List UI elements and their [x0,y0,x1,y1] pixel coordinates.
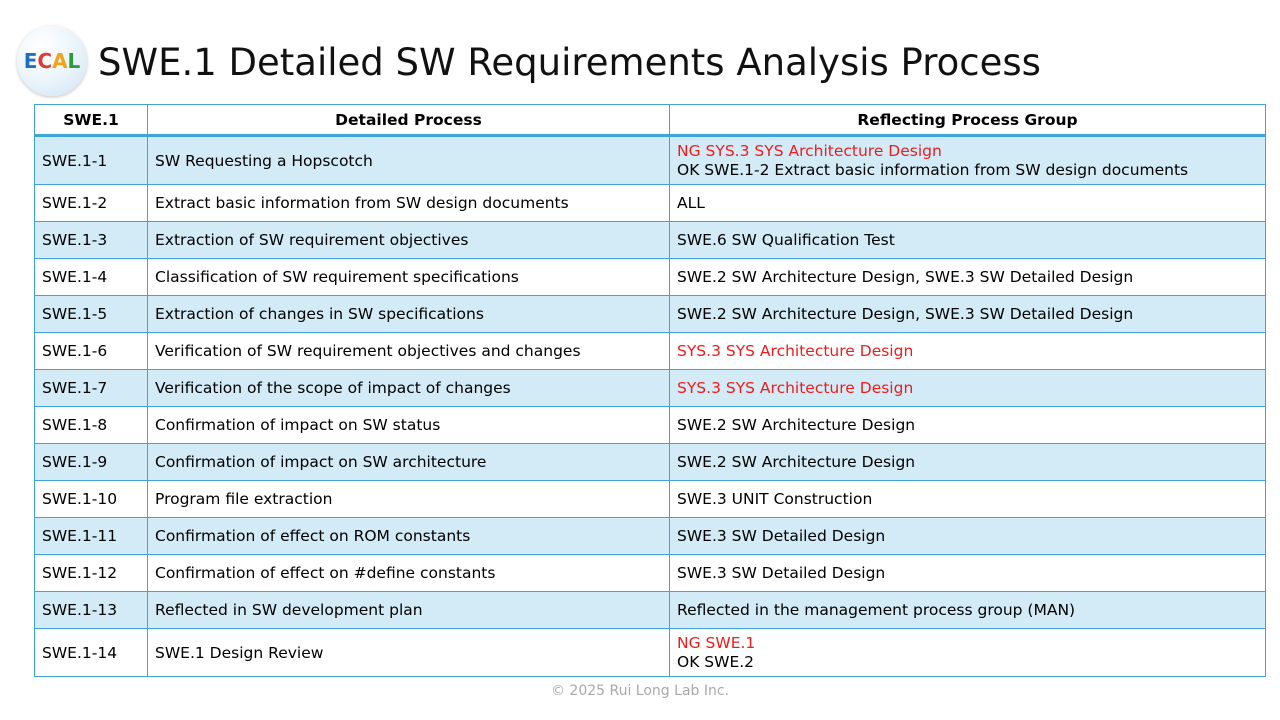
row-process: Reflected in SW development plan [148,592,670,629]
row-group: SWE.2 SW Architecture Design [670,444,1266,481]
logo-letter-l: L [67,49,81,73]
table-row [35,296,1266,333]
row-id: SWE.1-14 [35,629,148,677]
row-id: SWE.1-3 [35,222,148,259]
row-group-ng: NG SWE.1 [677,633,756,652]
row-group: SYS.3 SYS Architecture Design [670,370,1266,407]
row-id: SWE.1-2 [35,185,148,222]
row-process: Confirmation of effect on #define constants [148,555,670,592]
table-row [35,518,1266,555]
row-process: Extraction of changes in SW specifications [148,296,670,333]
row-process: Extract basic information from SW design documents [148,185,670,222]
row-process: Extraction of SW requirement objectives [148,222,670,259]
row-group [670,136,1266,185]
row-process: SW Requesting a Hopscotch [148,136,670,185]
process-table [34,104,1266,677]
row-process: Verification of SW requirement objectives and changes [148,333,670,370]
row-group: SWE.3 UNIT Construction [670,481,1266,518]
row-group: SWE.6 SW Qualification Test [670,222,1266,259]
row-group: SWE.2 SW Architecture Design, SWE.3 SW Detailed Design [670,259,1266,296]
logo-text [24,49,81,73]
table-row [35,370,1266,407]
row-process: Classification of SW requirement specifications [148,259,670,296]
table-row [35,136,1266,185]
table-row [35,407,1266,444]
table-row [35,333,1266,370]
row-group: ALL [670,185,1266,222]
row-process: Confirmation of impact on SW status [148,407,670,444]
row-id: SWE.1-12 [35,555,148,592]
row-group-ok: OK SWE.2 [677,652,755,671]
row-id: SWE.1-7 [35,370,148,407]
row-group: SYS.3 SYS Architecture Design [670,333,1266,370]
table-row [35,444,1266,481]
row-group-ok: OK SWE.1-2 Extract basic information from SW design documents [677,160,1189,179]
table-row [35,259,1266,296]
header-reflecting-group: Reflecting Process Group [670,105,1266,136]
row-id: SWE.1-8 [35,407,148,444]
table-row [35,222,1266,259]
table-row [35,629,1266,677]
page-title: SWE.1 Detailed SW Requirements Analysis Process [98,41,1041,84]
logo-letter-a: A [52,49,68,73]
logo-letter-c: C [37,49,53,73]
row-id: SWE.1-9 [35,444,148,481]
copyright-footer: © 2025 Rui Long Lab Inc. [550,683,730,699]
row-id: SWE.1-5 [35,296,148,333]
logo-letter-e: E [23,49,38,73]
row-group [670,629,1266,677]
row-id: SWE.1-11 [35,518,148,555]
row-process: Verification of the scope of impact of changes [148,370,670,407]
row-group: SWE.3 SW Detailed Design [670,518,1266,555]
row-group: SWE.2 SW Architecture Design, SWE.3 SW Detailed Design [670,296,1266,333]
row-process: SWE.1 Design Review [148,629,670,677]
row-id: SWE.1-13 [35,592,148,629]
row-group: SWE.2 SW Architecture Design [670,407,1266,444]
table-row [35,185,1266,222]
table-header-row [35,105,1266,136]
table-row [35,592,1266,629]
table-row [35,555,1266,592]
row-group: Reflected in the management process group (MAN) [670,592,1266,629]
ecal-logo [17,26,87,96]
row-group: SWE.3 SW Detailed Design [670,555,1266,592]
row-id: SWE.1-10 [35,481,148,518]
row-id: SWE.1-4 [35,259,148,296]
header-detailed-process: Detailed Process [148,105,670,136]
row-id: SWE.1-6 [35,333,148,370]
row-process: Program file extraction [148,481,670,518]
row-group-ng: NG SYS.3 SYS Architecture Design [677,141,942,160]
row-process: Confirmation of effect on ROM constants [148,518,670,555]
row-process: Confirmation of impact on SW architecture [148,444,670,481]
row-id: SWE.1-1 [35,136,148,185]
table-row [35,481,1266,518]
header-swe1: SWE.1 [35,105,148,136]
